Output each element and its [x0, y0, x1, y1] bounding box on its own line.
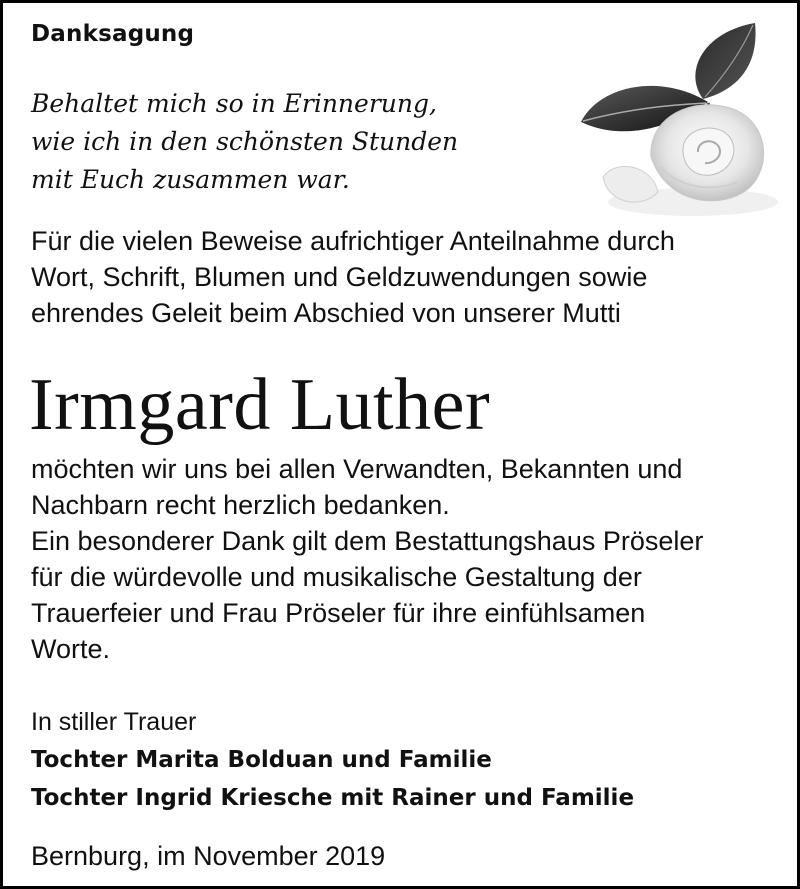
signoff-intro: In stiller Trauer: [31, 708, 197, 736]
gratitude-paragraph: [31, 451, 703, 667]
memorial-quote: [31, 85, 458, 199]
quote-line: mit Euch zusammen war.: [31, 165, 350, 194]
heading: Danksagung: [31, 21, 195, 47]
paragraph-line: ehrendes Geleit beim Abschied von unserer Mutti: [31, 298, 621, 328]
paragraph-line: Trauerfeier und Frau Pröseler für ihre einfühlsamen: [31, 598, 646, 628]
paragraph-line: Worte.: [31, 634, 111, 664]
paragraph-line: Für die vielen Beweise aufrichtiger Anteilnahme durch: [31, 226, 675, 256]
family-signature: Tochter Ingrid Kriesche mit Rainer und Familie: [31, 785, 635, 811]
rose-icon: [563, 17, 778, 222]
family-signature: Tochter Marita Bolduan und Familie: [31, 747, 492, 773]
paragraph-line: möchten wir uns bei allen Verwandten, Bekannten und: [31, 454, 683, 484]
paragraph-line: für die würdevolle und musikalische Gestaltung der: [31, 562, 642, 592]
quote-line: wie ich in den schönsten Stunden: [31, 127, 459, 156]
paragraph-line: Ein besonderer Dank gilt dem Bestattungshaus Pröseler: [31, 526, 704, 556]
thanks-paragraph: [31, 223, 675, 331]
paragraph-line: Wort, Schrift, Blumen und Geldzuwendungen sowie: [31, 262, 648, 292]
quote-line: Behaltet mich so in Erinnerung,: [31, 89, 437, 118]
paragraph-line: Nachbarn recht herzlich bedanken.: [31, 490, 450, 520]
deceased-name: Irmgard Luther: [29, 364, 491, 446]
place-date: Bernburg, im November 2019: [31, 841, 386, 871]
signoff: [31, 703, 634, 817]
